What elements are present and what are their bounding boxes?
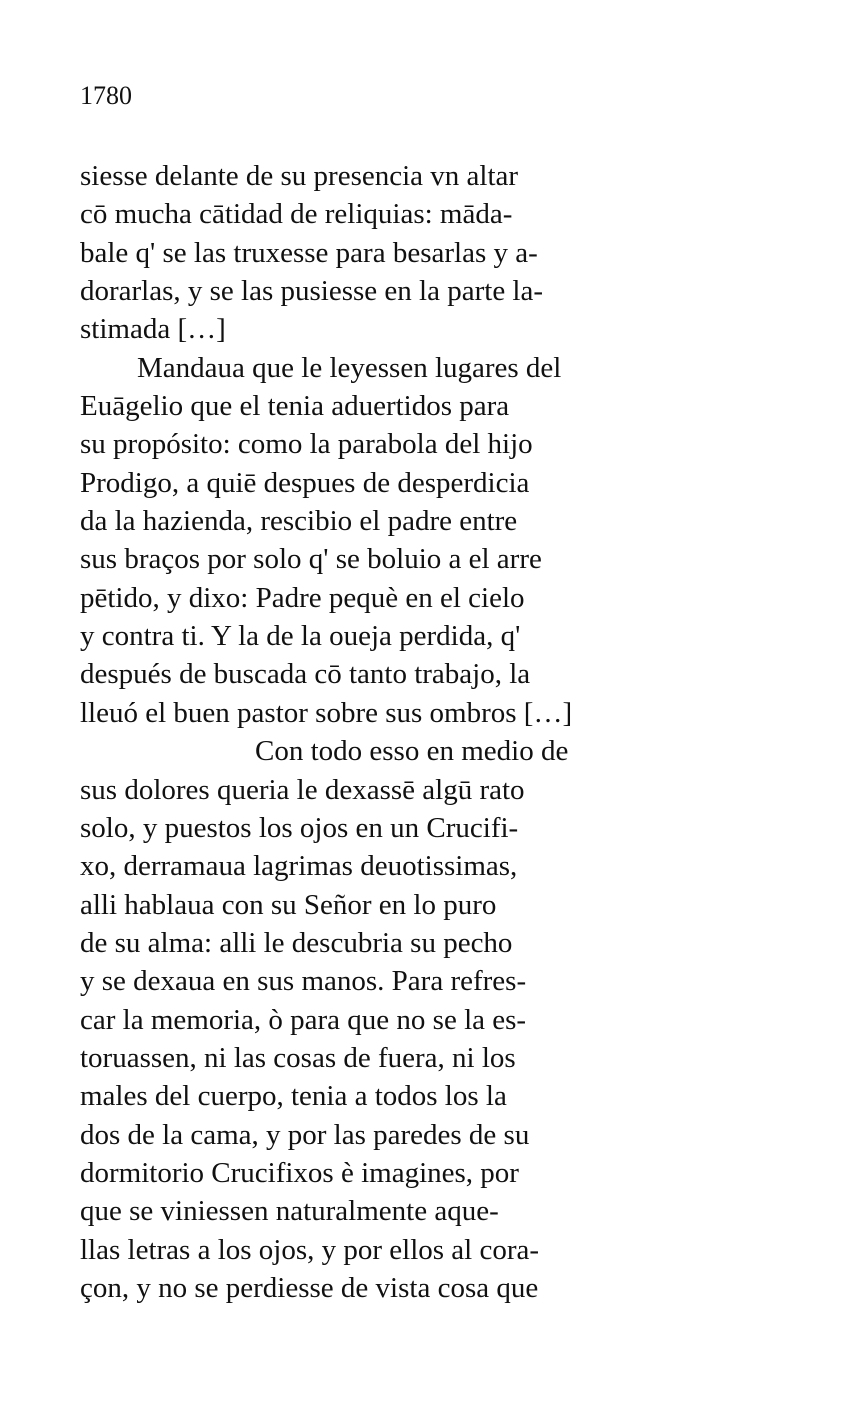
text-line: alli hablaua con su Señor en lo puro bbox=[80, 888, 497, 921]
text-line: Euāgelio que el tenia aduertidos para bbox=[80, 390, 510, 423]
text-line: sus dolores queria le dexassē algū rato bbox=[80, 773, 525, 806]
text-line: sus braços por solo q' se boluio a el arre bbox=[80, 543, 542, 576]
text-line: cō mucha cātidad de reliquias: māda- bbox=[80, 198, 513, 231]
text-line: después de buscada cō tanto trabajo, la bbox=[80, 658, 531, 691]
text-line: car la memoria, ò para que no se la es- bbox=[80, 1003, 527, 1036]
text-line: stimada […] bbox=[80, 313, 226, 346]
page-number: 1780 bbox=[80, 81, 132, 110]
text-line: dormitorio Crucifixos è imagines, por bbox=[80, 1156, 519, 1189]
text-line: llas letras a los ojos, y por ellos al cora- bbox=[80, 1233, 540, 1266]
text-line: que se viniessen naturalmente aque- bbox=[80, 1195, 499, 1228]
text-line: da la hazienda, rescibio el padre entre bbox=[80, 505, 518, 538]
paragraph-start-line: Mandaua que le leyessen lugares del bbox=[137, 351, 562, 384]
body-text bbox=[80, 157, 840, 1307]
text-line: xo, derramaua lagrimas deuotissimas, bbox=[80, 850, 518, 883]
text-line: solo, y puestos los ojos en un Crucifi- bbox=[80, 811, 519, 844]
text-line: dos de la cama, y por las paredes de su bbox=[80, 1118, 530, 1151]
text-line: su propósito: como la parabola del hijo bbox=[80, 428, 533, 461]
text-line: toruassen, ni las cosas de fuera, ni los bbox=[80, 1041, 516, 1074]
text-line: y se dexaua en sus manos. Para refres- bbox=[80, 965, 527, 998]
text-line: lleuó el buen pastor sobre sus ombros […] bbox=[80, 696, 573, 729]
text-line: Prodigo, a quiē despues de desperdicia bbox=[80, 466, 530, 499]
text-line: dorarlas, y se las pusiesse en la parte la- bbox=[80, 275, 544, 308]
paragraph-start-line: Con todo esso en medio de bbox=[255, 735, 569, 768]
text-line: de su alma: alli le descubria su pecho bbox=[80, 926, 513, 959]
text-line: siesse delante de su presencia vn altar bbox=[80, 160, 519, 192]
text-line: males del cuerpo, tenia a todos los la bbox=[80, 1080, 507, 1113]
text-line: pētido, y dixo: Padre pequè en el cielo bbox=[80, 581, 525, 614]
text-line: y contra ti. Y la de la oueja perdida, q' bbox=[80, 620, 521, 653]
text-line: çon, y no se perdiesse de vista cosa que bbox=[80, 1271, 539, 1304]
text-line: bale q' se las truxesse para besarlas y a- bbox=[80, 236, 538, 269]
